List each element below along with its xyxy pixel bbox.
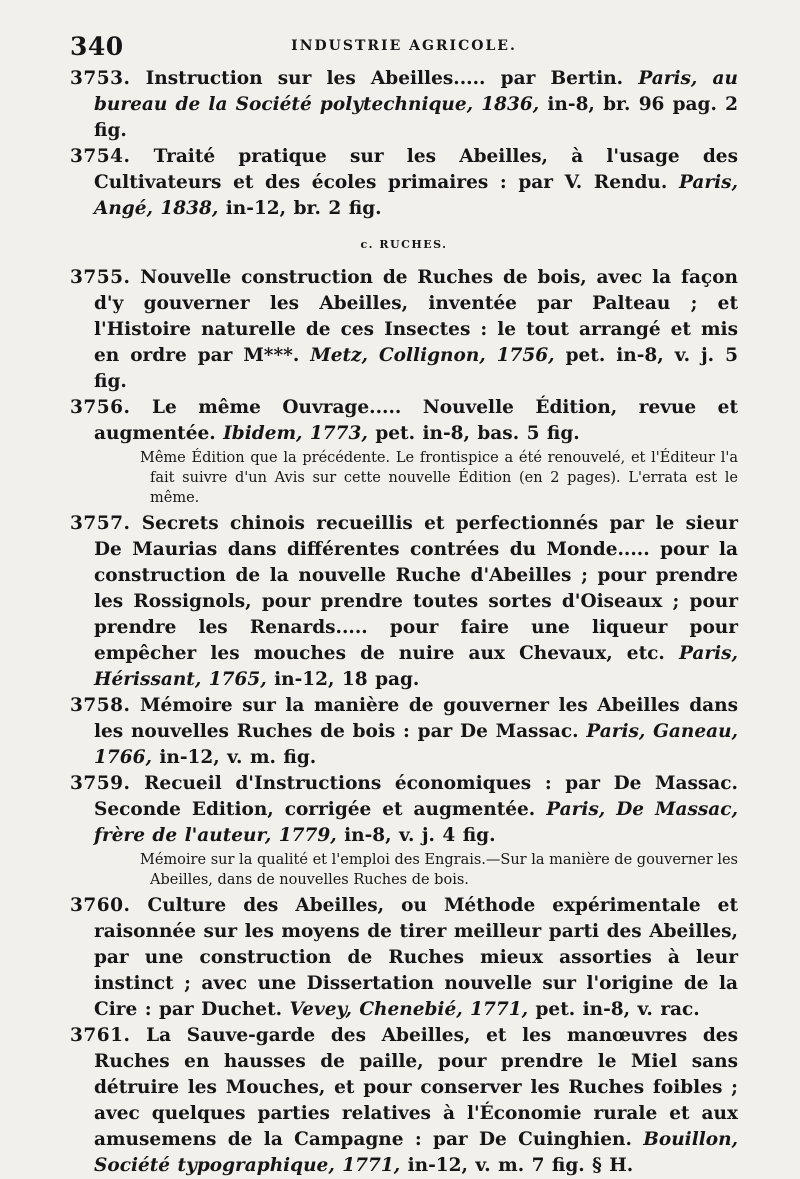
entry-imprint: Vevey, Chenebié, 1771, <box>289 999 529 1020</box>
entry-tail: in-8, br. 96 pag. 2 fig. <box>94 94 738 141</box>
bibliography-entry <box>70 1023 738 1179</box>
entry-text: Culture des Abeilles, ou Méthode expérimentale et raisonnée sur les moyens de tirer meilleur parti des Abeilles, par une construction de Ruches mieux assorties à leur instinct ; avec une Dissertation nouvelle sur l'origine de la Cire : par Duchet. <box>94 895 738 1020</box>
entry-number: 3759. <box>70 773 131 794</box>
bibliography-entry <box>70 395 738 447</box>
entry-text: Mémoire sur la manière de gouverner les Abeilles dans les nouvelles Ruches de bois : par De Massac. <box>94 695 738 742</box>
entry-number: 3755. <box>70 267 131 288</box>
entry-number: 3757. <box>70 513 131 534</box>
entry-text: Traité pratique sur les Abeilles, à l'usage des Cultivateurs et des écoles primaires : par V. Rendu. <box>94 146 738 193</box>
entry-number: 3758. <box>70 695 131 716</box>
running-title: INDUSTRIE AGRICOLE. <box>291 38 517 54</box>
entry-text: La Sauve-garde des Abeilles, et les manœuvres des Ruches en hausses de paille, pour prendre le Miel sans détruire les Mouches, et pour conserver les Ruches foibles ; avec quelques parties relatives à l'Économie rurale et aux amusemens de la Campagne : par De Cuinghien. <box>94 1025 738 1150</box>
entry-number: 3756. <box>70 397 131 418</box>
entry-imprint: Paris, Hérissant, 1765, <box>94 643 738 690</box>
entry-number: 3760. <box>70 895 131 916</box>
entry-note: Même Édition que la précédente. Le frontispice a été renouvelé, et l'Éditeur l'a fait suivre d'un Avis sur cette nouvelle Édition (en 2 pages). L'errata est le même. <box>140 450 738 506</box>
book-page <box>70 30 738 1179</box>
entry-imprint: Metz, Collignon, 1756, <box>310 345 555 366</box>
entry-tail: pet. in-8, bas. 5 fig. <box>375 423 580 444</box>
bibliography-entry <box>70 511 738 693</box>
entry-text: Nouvelle construction de Ruches de bois, avec la façon d'y gouverner les Abeilles, inventée par Palteau ; et l'Histoire naturelle de ces Insectes : le tout arrangé et mis en ordre par M***. <box>94 267 738 366</box>
page-number: 340 <box>70 32 124 61</box>
entry-tail: in-8, v. j. 4 fig. <box>344 825 496 846</box>
bibliography-entry <box>70 771 738 849</box>
page-header <box>70 30 738 66</box>
entry-imprint: Paris, De Massac, frère de l'auteur, 1779, <box>94 799 738 846</box>
entry-imprint: Paris, Ganeau, 1766, <box>94 721 738 768</box>
entry-tail: pet. in-8, v. rac. <box>535 999 700 1020</box>
entry-tail: in-12, 18 pag. <box>274 669 420 690</box>
entry-number: 3754. <box>70 146 131 167</box>
entry-imprint: Ibidem, 1773, <box>223 423 368 444</box>
entry-tail: pet. in-8, v. j. 5 fig. <box>94 345 738 392</box>
bibliography-entry <box>70 893 738 1023</box>
section-heading: c. RUCHES. <box>360 238 448 251</box>
entry-text: Le même Ouvrage..... Nouvelle Édition, revue et augmentée. <box>94 397 738 444</box>
entry-number: 3761. <box>70 1025 131 1046</box>
entry-text: Recueil d'Instructions économiques : par De Massac. Seconde Edition, corrigée et augmentée. <box>94 773 738 820</box>
entry-number: 3753. <box>70 68 131 89</box>
bibliography-entry <box>70 265 738 395</box>
entry-note: Mémoire sur la qualité et l'emploi des Engrais.—Sur la manière de gouverner les Abeilles, dans de nouvelles Ruches de bois. <box>140 852 738 888</box>
entry-imprint: Paris, Angé, 1838, <box>94 172 738 219</box>
entry-text: Secrets chinois recueillis et perfectionnés par le sieur De Maurias dans différentes contrées du Monde..... pour la construction de la nouvelle Ruche d'Abeilles ; pour prendre les Rossignols, pour prendre toutes sortes d'Oiseaux ; pour prendre les Renards..... pour faire une liqueur pour empêcher les mouches de nuire aux Chevaux, etc. <box>94 513 738 664</box>
bibliography-entry <box>70 144 738 222</box>
bibliography-entry <box>70 66 738 144</box>
entry-tail: in-12, v. m. 7 fig. § H. <box>407 1155 634 1176</box>
bibliography-entry <box>70 693 738 771</box>
entry-text: Instruction sur les Abeilles..... par Bertin. <box>145 68 624 89</box>
entry-tail: in-12, br. 2 fig. <box>225 198 382 219</box>
entry-imprint: Paris, au bureau de la Société polytechnique, 1836, <box>94 68 738 115</box>
entry-imprint: Bouillon, Société typographique, 1771, <box>94 1129 738 1176</box>
entry-tail: in-12, v. m. fig. <box>159 747 317 768</box>
